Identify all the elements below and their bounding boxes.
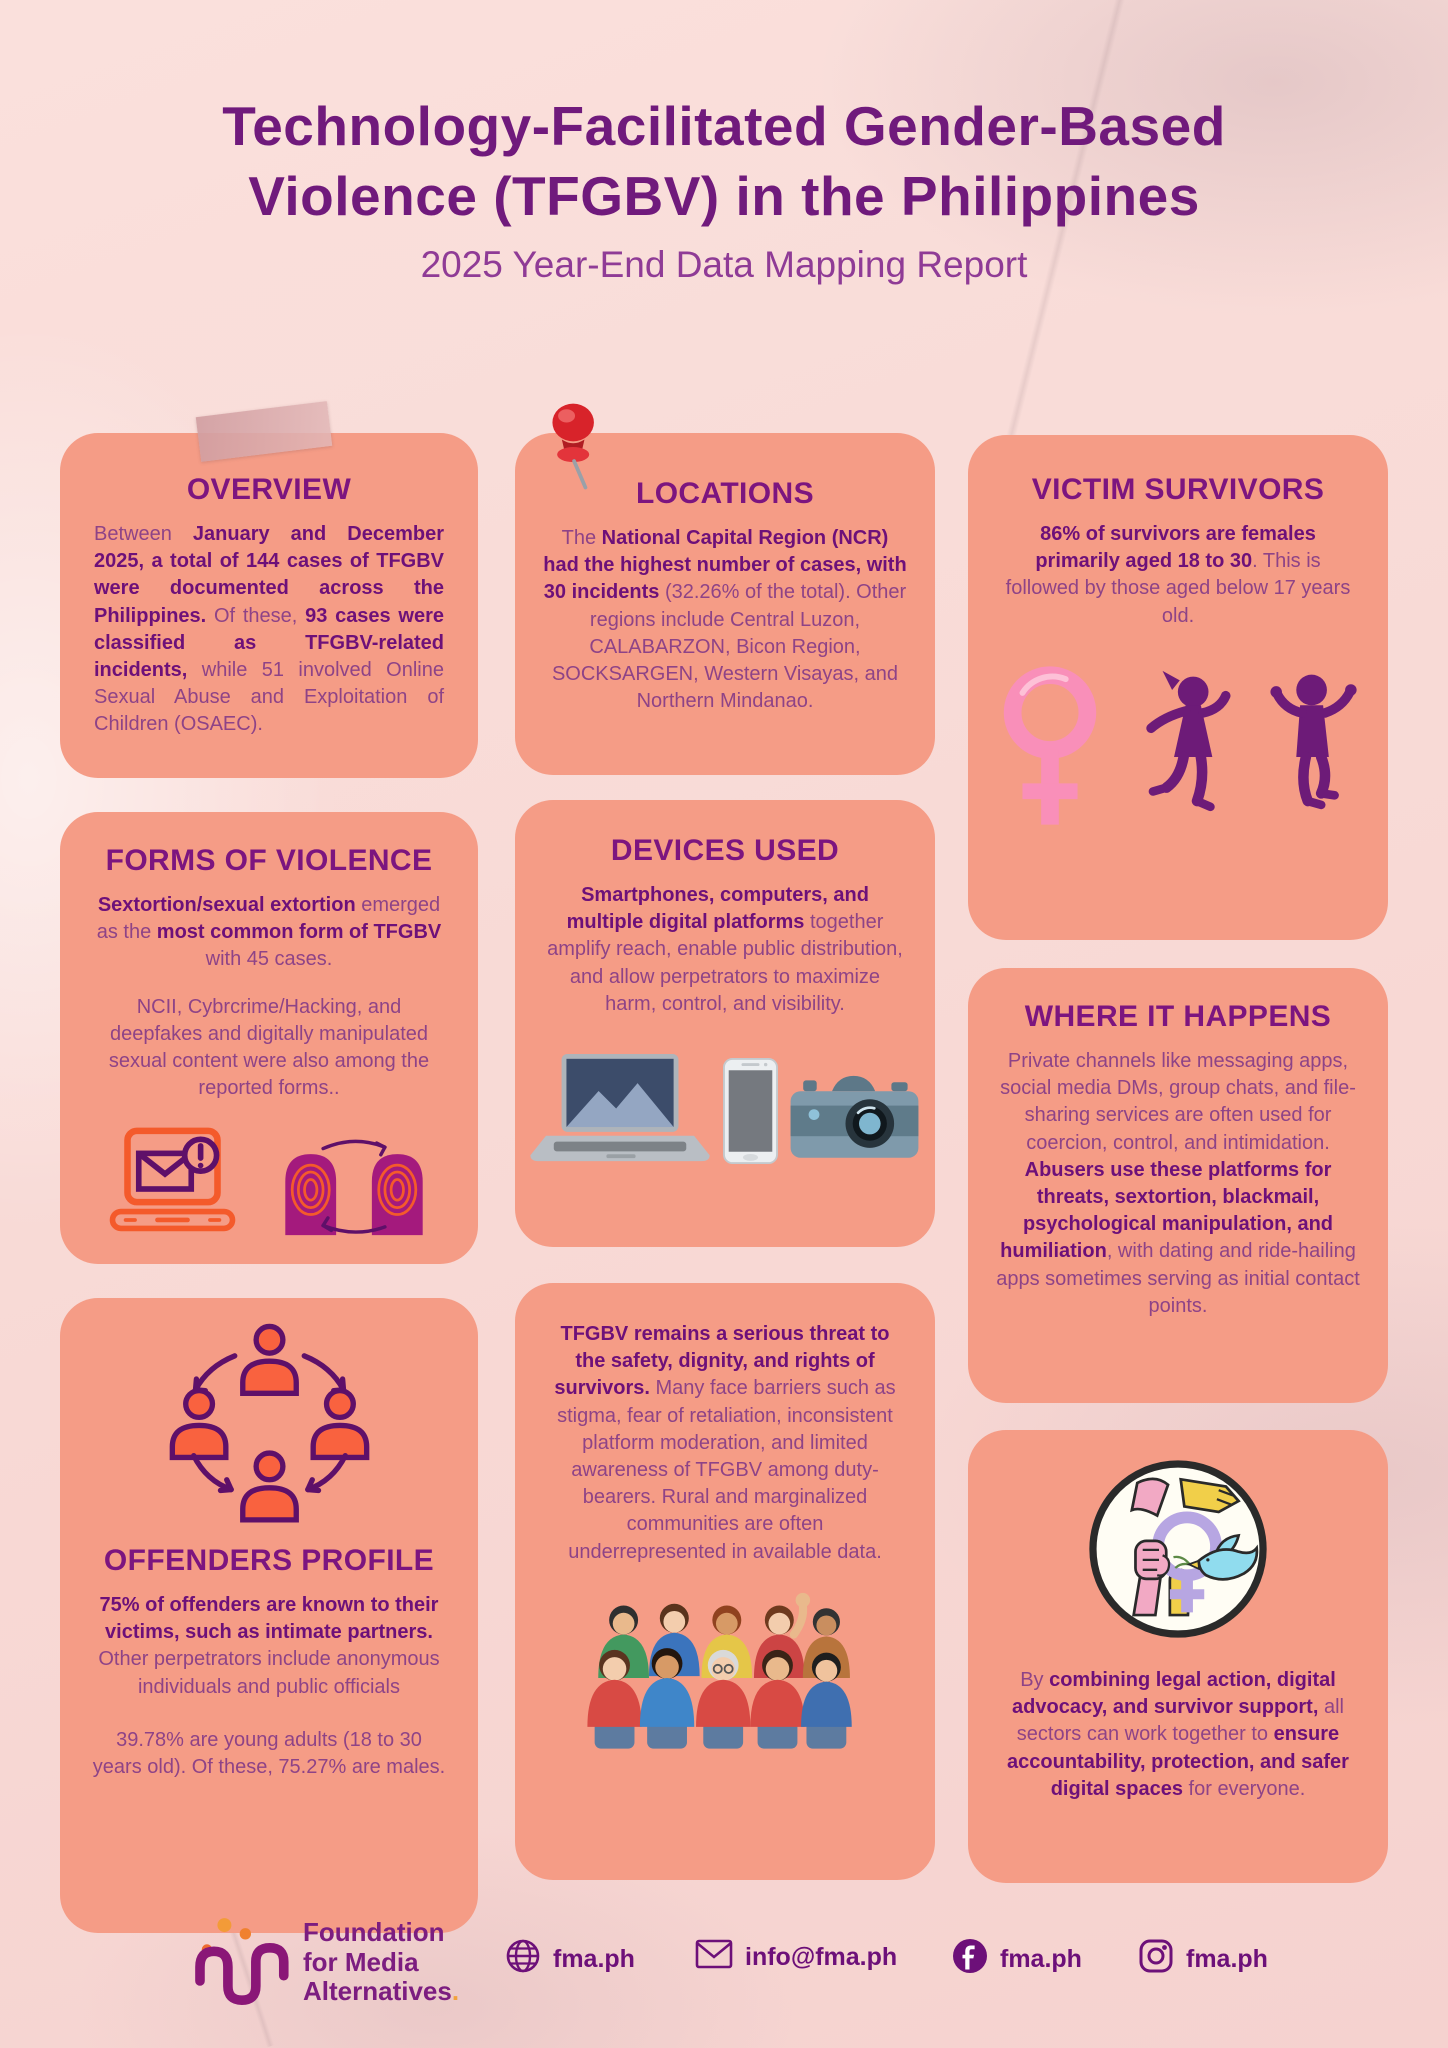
text-segment: January and December 2025, a total of 144 cases of TFGBV were documented across the Philippines. xyxy=(94,523,444,627)
girl-silhouette-icon xyxy=(1135,667,1237,830)
overview-heading: OVERVIEW xyxy=(186,473,352,506)
laptop-image xyxy=(528,1052,714,1170)
devices-heading: DEVICES USED xyxy=(610,834,840,867)
email-contact xyxy=(695,1938,897,1977)
boy-silhouette-icon xyxy=(1263,667,1365,830)
text-segment: 86% of survivors are females primarily aged 18 to 30 xyxy=(1035,523,1316,573)
text-segment: combining legal action, digital advocacy, and survivor support, xyxy=(1012,1669,1336,1719)
solidarity-icon xyxy=(1000,1454,1356,1649)
text-segment: Many face barriers such as stigma, fear of retaliation, inconsistent platform moderation, and limited awareness of TFGBV among duty-bearers. Rural and marginalized communities are often underrepresented in available data. xyxy=(557,1377,896,1563)
instagram-contact xyxy=(1138,1938,1268,1981)
locations-heading: LOCATIONS xyxy=(635,477,815,510)
forms-text-2 xyxy=(90,994,448,1103)
victim-survivors-heading: VICTIM SURVIVORS xyxy=(1031,473,1325,506)
text-segment: Of these, xyxy=(206,604,306,627)
org-name-period: . xyxy=(451,1976,460,2007)
mail-icon xyxy=(695,1938,733,1977)
text-segment: 39.78% are young adults (18 to 30 years old). Of these, 75.27% are males. xyxy=(92,1728,446,1778)
pushpin-icon xyxy=(543,399,609,500)
fma-brand xyxy=(193,1910,459,2015)
offenders-text-2 xyxy=(90,1727,448,1781)
text-segment: emerged as the xyxy=(96,894,441,944)
closing-summary-text xyxy=(545,1321,905,1566)
overview-card xyxy=(60,433,478,778)
text-segment: together amplify reach, enable public distribution, and allow perpetrators to maximize harm, control, and visibility. xyxy=(547,911,903,1015)
forms-of-violence-card xyxy=(60,812,478,1264)
laptop-alert-icon xyxy=(105,1124,255,1244)
text-segment: , with dating and ride-hailing apps sometimes serving as initial contact points. xyxy=(996,1240,1360,1317)
text-segment: while 51 involved Online Sexual Abuse and Exploitation of Children (OSAEC). xyxy=(94,658,444,736)
forms-icons xyxy=(90,1124,448,1244)
text-segment: Other perpetrators include anonymous individuals and public officials xyxy=(98,1648,440,1698)
text-segment: NCII, Cybrcrime/Hacking, and deepfakes and digitally manipulated sexual content were also among the reported forms.. xyxy=(108,995,430,1100)
offenders-profile-card xyxy=(60,1298,478,1933)
email-text: info@fma.ph xyxy=(745,1943,898,1971)
text-segment: (32.26% of the total). Other regions include Central Luzon, CALABARZON, Bicon Region, SOCKSARGEN, Western Visayas, and Northern Mindanao. xyxy=(551,581,907,713)
instagram-text: fma.ph xyxy=(1186,1945,1268,1973)
forms-text-1 xyxy=(90,892,448,974)
text-segment: for everyone. xyxy=(1182,1777,1306,1800)
page-subtitle: 2025 Year-End Data Mapping Report xyxy=(420,243,1028,285)
deepfake-faces-icon xyxy=(275,1131,433,1244)
org-name-line: for Media xyxy=(303,1946,419,1977)
devices-used-card xyxy=(515,800,935,1247)
text-segment: The xyxy=(561,527,602,549)
website-contact xyxy=(505,1938,635,1981)
call-to-action-text xyxy=(1000,1667,1356,1803)
smartphone-image xyxy=(722,1057,779,1170)
text-segment: Abusers use these platforms for threats, sextortion, blackmail, psychological manipulation, and humiliation xyxy=(1000,1158,1334,1263)
where-text xyxy=(994,1048,1362,1320)
text-segment: 75% of offenders are known to their victims, such as intimate partners. xyxy=(99,1594,439,1644)
page-title-line1: Technology-Facilitated Gender-Based xyxy=(222,95,1226,157)
offenders-network-icon xyxy=(90,1322,448,1532)
text-segment: 93 cases were classified as TFGBV-related incidents, xyxy=(94,604,445,681)
where-it-happens-card xyxy=(968,968,1388,1403)
org-name xyxy=(303,1918,459,2007)
camera-image xyxy=(787,1066,922,1170)
globe-icon xyxy=(505,1938,541,1981)
org-name-line: Alternatives xyxy=(303,1976,452,2007)
fma-logo-icon xyxy=(193,1910,289,2015)
text-segment: Private channels like messaging apps, social media DMs, group chats, and file-sharing services are often used for coercion, control, and intimidation. xyxy=(1000,1050,1356,1154)
victim-survivors-icons xyxy=(998,656,1358,841)
facebook-icon xyxy=(952,1938,988,1981)
offenders-text-1 xyxy=(90,1592,448,1701)
facebook-text: fma.ph xyxy=(1000,1945,1082,1973)
page-title-line2: Violence (TFGBV) in the Philippines xyxy=(248,164,1200,227)
text-segment: all sectors can work together to xyxy=(1016,1696,1344,1746)
female-symbol-icon xyxy=(991,656,1109,841)
victim-survivors-text xyxy=(998,521,1358,630)
locations-text xyxy=(543,525,907,715)
text-segment: . This is followed by those aged below 17 years old. xyxy=(1005,550,1351,627)
masthead xyxy=(0,92,1448,286)
call-to-action-card xyxy=(968,1430,1388,1883)
facebook-contact xyxy=(952,1938,1082,1981)
where-heading: WHERE IT HAPPENS xyxy=(1024,1000,1332,1033)
text-segment: TFGBV remains a serious threat to the safety, dignity, and rights of survivors. xyxy=(554,1323,890,1400)
overview-text xyxy=(94,521,444,739)
text-segment: most common form of TFGBV xyxy=(156,921,442,944)
text-segment: National Capital Region (NCR) had the highest number of cases, with 30 incidents xyxy=(543,527,907,604)
locations-card xyxy=(515,433,935,775)
tape-decoration xyxy=(196,401,333,462)
closing-summary-card xyxy=(515,1283,935,1880)
instagram-icon xyxy=(1138,1938,1174,1981)
text-segment: Sextortion/sexual extortion xyxy=(97,894,356,916)
text-segment: Smartphones, computers, and multiple digital platforms xyxy=(566,884,869,934)
offenders-heading: OFFENDERS PROFILE xyxy=(103,1544,435,1577)
text-segment: By xyxy=(1020,1669,1050,1691)
footer xyxy=(0,1902,1448,2032)
text-segment: with 45 cases. xyxy=(205,948,333,971)
org-name-line: Foundation xyxy=(303,1917,445,1948)
text-segment: ensure accountability, protection, and safer digital spaces xyxy=(1007,1723,1349,1800)
forms-heading: FORMS OF VIOLENCE xyxy=(105,844,433,877)
victim-survivors-card xyxy=(968,435,1388,940)
website-text: fma.ph xyxy=(553,1945,635,1973)
devices-text xyxy=(545,882,905,1018)
crowd-illustration xyxy=(545,1582,905,1759)
page-title xyxy=(0,92,1448,232)
text-segment: Between xyxy=(94,523,193,545)
devices-images xyxy=(545,1052,905,1170)
